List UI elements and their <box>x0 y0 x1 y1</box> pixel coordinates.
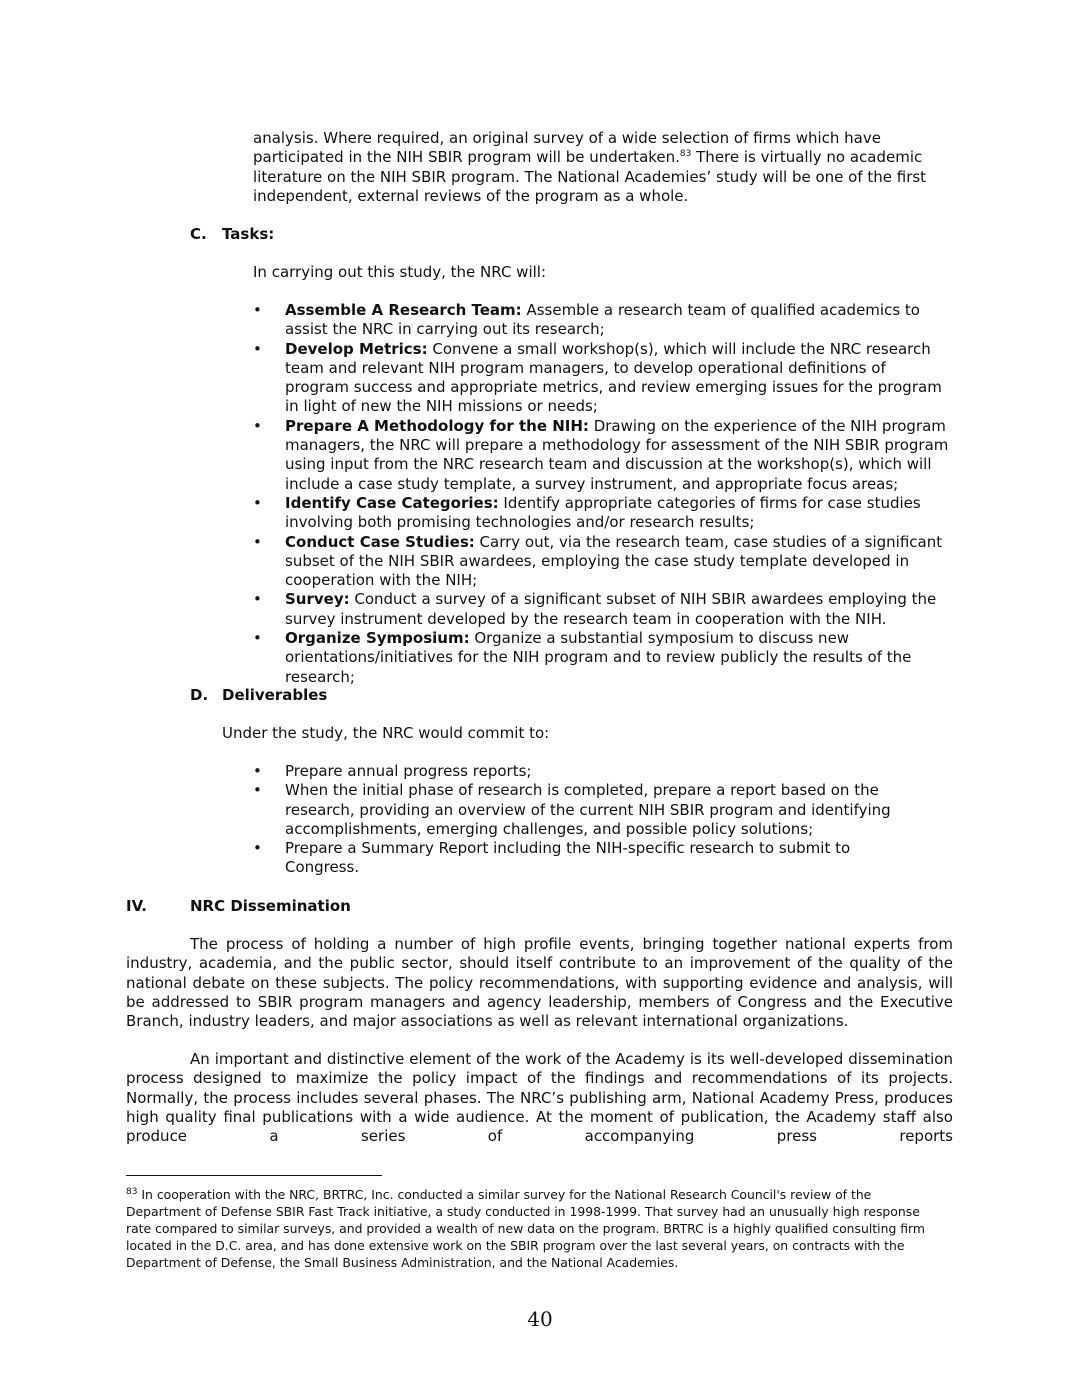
section-number: IV. <box>126 897 147 915</box>
intro-text-end: There is virtually no academic literature on the NIH SBIR program. The National Academies’ study will be one of the first independent, external reviews of the program as a whole. <box>253 148 927 205</box>
item-label: Prepare A Methodology for the NIH: <box>285 416 589 435</box>
deliverables-lead: Under the study, the NRC would commit to: <box>222 724 550 742</box>
item-label: Identify Case Categories: <box>285 493 499 512</box>
tasks-heading-letter: C. <box>190 225 207 243</box>
intro-paragraph <box>253 129 953 206</box>
section-heading: NRC Dissemination <box>190 897 351 915</box>
deliverables-heading: Deliverables <box>222 686 328 704</box>
deliverables-heading-letter: D. <box>190 686 209 704</box>
footnote-mark: 83 <box>126 1186 138 1197</box>
list-item <box>253 590 953 629</box>
list-item: • Prepare a Summary Report including the NIH-specific research to submit to Congress. <box>253 839 918 878</box>
item-text: Drawing on the experience of the NIH program managers, the NRC will prepare a methodology for assessment of the NIH SBIR program using input from the NRC research team and discussion at the workshop(s), which will include a case study template, a survey instrument, and appropriate focus areas; <box>285 416 949 493</box>
footnote-text: In cooperation with the NRC, BRTRC, Inc. conducted a similar survey for the National Research Council's review of the Department of Defense SBIR Fast Track initiative, a study conducted in 1998-1999. That survey had an unusually high response rate compared to similar surveys, and provided a wealth of new data on the program. BRTRC is a highly qualified consulting firm located in the D.C. area, and has done extensive work on the SBIR program over the last several years, on contracts with the Department of Defense, the Small Business Administration, and the National Academies. <box>126 1187 925 1270</box>
list-item <box>253 417 953 494</box>
item-text: Organize a substantial symposium to discuss new orientations/initiatives for the NIH program and to review publicly the results of the research; <box>285 629 912 686</box>
item-label: Organize Symposium: <box>285 629 470 648</box>
item-text: Conduct a survey of a significant subset of NIH SBIR awardees employing the survey instrument developed by the research team in cooperation with the NIH. <box>285 590 937 628</box>
list-item: • Prepare annual progress reports; <box>253 762 918 781</box>
item-text: Carry out, via the research team, case studies of a significant subset of the NIH SBIR awardees, employing the case study template developed in cooperation with the NIH; <box>285 532 943 590</box>
list-item <box>253 301 953 340</box>
list-item <box>253 494 953 533</box>
item-label: Develop Metrics: <box>285 339 428 358</box>
tasks-lead: In carrying out this study, the NRC will: <box>253 263 547 281</box>
page-number: 40 <box>527 1307 553 1331</box>
footnote <box>126 1186 936 1271</box>
list-item <box>253 629 953 687</box>
item-text: Assemble a research team of qualified academics to assist the NRC in carrying out its research; <box>285 301 920 339</box>
footnote-reference: 83 <box>679 149 692 160</box>
list-item <box>253 340 953 417</box>
list-item <box>253 533 953 591</box>
tasks-heading: Tasks: <box>222 225 275 243</box>
tasks-list <box>253 301 953 687</box>
footnote-separator <box>126 1175 382 1176</box>
item-text: Identify appropriate categories of firms for case studies involving both promising technologies and/or research results; <box>285 493 921 532</box>
item-label: Survey: <box>285 590 350 609</box>
item-label: Conduct Case Studies: <box>285 532 475 551</box>
dissemination-paragraph-2: An important and distinctive element of the work of the Academy is its well-developed dissemination process designed to maximize the policy impact of the findings and recommendations of its projects. Normally, the process includes several phases. The NRC’s publishing arm, National Academy Press, produces high quality final publications with a wide audience. At the moment of publication, the Academy staff also produce a series of accompanying press reports <box>126 1050 953 1146</box>
item-text: Convene a small workshop(s), which will include the NRC research team and relevant NIH program managers, to develop operational definitions of program success and appropriate metrics, and review emerging issues for the program in light of new the NIH missions or needs; <box>285 339 942 416</box>
item-label: Assemble A Research Team: <box>285 301 522 319</box>
deliverables-list <box>253 762 918 878</box>
dissemination-paragraph-1: The process of holding a number of high profile events, bringing together national experts from industry, academia, and the public sector, should itself contribute to an improvement of the quality of the national debate on these subjects. The policy recommendations, with supporting evidence and analysis, will be addressed to SBIR program managers and agency leadership, members of Congress and the Executive Branch, industry leaders, and major associations as well as relevant international organizations. <box>126 935 953 1031</box>
list-item: • When the initial phase of research is completed, prepare a report based on the research, providing an overview of the current NIH SBIR program and identifying accomplishments, emerging challenges, and possible policy solutions; <box>253 781 918 839</box>
intro-text-start: analysis. Where required, an original survey of a wide selection of firms which have participated in the NIH SBIR program will be undertaken. <box>253 129 881 167</box>
